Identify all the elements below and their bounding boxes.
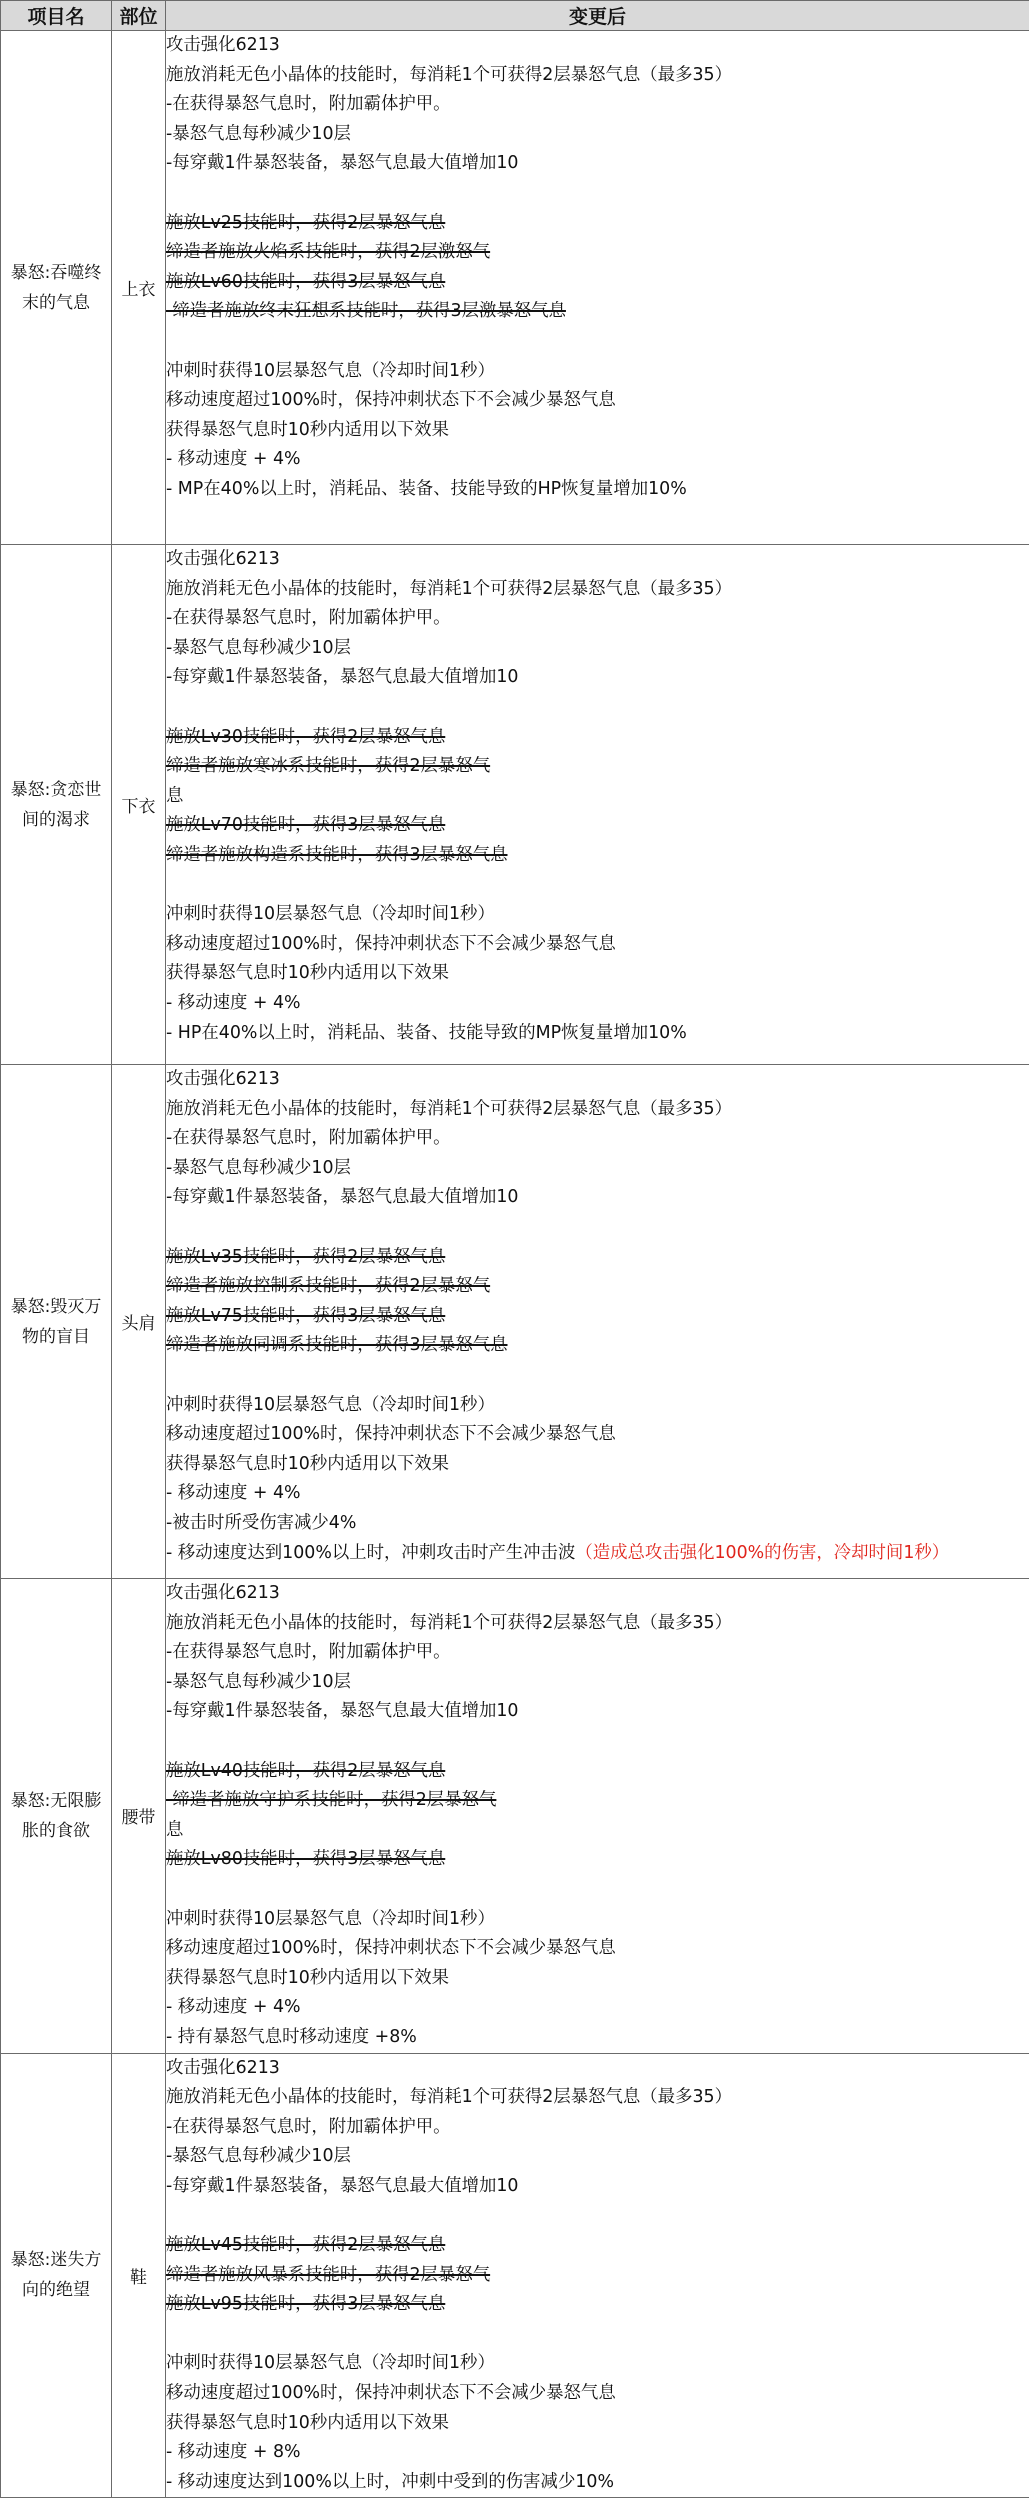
change-description <box>166 2053 1029 2498</box>
effect-line <box>166 2468 1029 2498</box>
item-name <box>1 1065 112 1579</box>
effect-text: -每穿戴1件暴怒装备，暴怒气息最大值增加10 <box>166 2176 519 2196</box>
effect-line <box>166 475 1029 505</box>
effect-line <box>166 1539 1029 1569</box>
removed-effect-line <box>166 811 1029 841</box>
effect-text: 冲刺时获得10层暴怒气息（冷却时间1秒） <box>166 2353 495 2373</box>
effect-line <box>166 2113 1029 2143</box>
effect-line <box>166 1479 1029 1509</box>
effect-text: 缔造者施放同调系技能时，获得3层暴怒气息 <box>166 1335 508 1355</box>
blank-line <box>166 2201 1029 2231</box>
effect-line <box>166 1420 1029 1450</box>
effect-text: 攻击强化6213 <box>166 1583 280 1603</box>
table-row <box>1 1579 1029 2054</box>
blank-line <box>166 1727 1029 1757</box>
effect-line <box>166 959 1029 989</box>
removed-effect-line <box>166 1302 1029 1332</box>
effect-line <box>166 1964 1029 1994</box>
table-row <box>1 2053 1029 2498</box>
effect-line <box>166 634 1029 664</box>
effect-line <box>166 1905 1029 1935</box>
effect-text: 获得暴怒气息时10秒内适用以下效果 <box>166 963 449 983</box>
effect-text: -缔造者施放守护系技能时，获得2层暴怒气 <box>166 1790 496 1810</box>
effect-text: - HP在40%以上时，消耗品、装备、技能导致的MP恢复量增加10% <box>166 1023 687 1043</box>
effect-line <box>166 604 1029 634</box>
change-description <box>166 1579 1029 2054</box>
effect-line <box>166 1095 1029 1125</box>
effect-text: - 移动速度达到100%以上时，冲刺中受到的伤害减少10% <box>166 2472 614 2492</box>
blank-line <box>166 1213 1029 1243</box>
effect-line <box>166 1183 1029 1213</box>
effect-text: - 移动速度达到100%以上时，冲刺攻击时产生冲击波 <box>166 1543 575 1563</box>
effect-line <box>166 1391 1029 1421</box>
removed-effect-line <box>166 2231 1029 2261</box>
item-name <box>1 31 112 545</box>
effect-line <box>166 61 1029 91</box>
effect-line <box>166 90 1029 120</box>
effect-line <box>166 2054 1029 2084</box>
effect-text: -暴怒气息每秒减少10层 <box>166 124 351 144</box>
removed-effect-line <box>166 1786 1029 1816</box>
blank-line <box>166 1361 1029 1391</box>
table-row <box>1 31 1029 545</box>
removed-effect-line <box>166 1845 1029 1875</box>
item-name-line: 暴怒:无限膨 <box>1 1786 111 1816</box>
effect-text: 施放Lv45技能时，获得2层暴怒气息 <box>166 2235 445 2255</box>
effect-text: 冲刺时获得10层暴怒气息（冷却时间1秒） <box>166 361 495 381</box>
effect-text: 施放Lv35技能时，获得2层暴怒气息 <box>166 1247 445 1267</box>
effect-text: 施放Lv95技能时，获得3层暴怒气息 <box>166 2294 445 2314</box>
item-name-line: 暴怒:毁灭万 <box>1 1292 111 1322</box>
removed-effect-line <box>166 752 1029 782</box>
effect-text: -每穿戴1件暴怒装备，暴怒气息最大值增加10 <box>166 1187 519 1207</box>
effect-line <box>166 445 1029 475</box>
effect-text: 息 <box>166 786 183 806</box>
effect-text: -在获得暴怒气息时，附加霸体护甲。 <box>166 1642 451 1662</box>
effect-line <box>166 2142 1029 2172</box>
effect-line <box>166 2083 1029 2113</box>
item-name-line: 向的绝望 <box>1 2275 111 2305</box>
effect-line <box>166 1579 1029 1609</box>
effect-text: 获得暴怒气息时10秒内适用以下效果 <box>166 2413 449 2433</box>
effect-text: - 移动速度 + 4% <box>166 449 301 469</box>
item-name <box>1 2053 112 2498</box>
effect-text: 息 <box>166 1820 183 1840</box>
effect-text: 施放消耗无色小晶体的技能时，每消耗1个可获得2层暴怒气息（最多35） <box>166 579 732 599</box>
effect-line <box>166 416 1029 446</box>
effect-text: 施放消耗无色小晶体的技能时，每消耗1个可获得2层暴怒气息（最多35） <box>166 1613 732 1633</box>
effect-line <box>166 782 1029 812</box>
effect-line <box>166 663 1029 693</box>
effect-line <box>166 31 1029 61</box>
effect-line <box>166 900 1029 930</box>
item-name <box>1 545 112 1065</box>
item-name-line: 暴怒:迷失方 <box>1 2245 111 2275</box>
effect-text: -缔造者施放终末狂想系技能时，获得3层激暴怒气息 <box>166 301 566 321</box>
effect-text: 缔造者施放火焰系技能时，获得2层激怒气 <box>166 242 490 262</box>
effect-line <box>166 1124 1029 1154</box>
removed-effect-line <box>166 2261 1029 2291</box>
effect-line <box>166 149 1029 179</box>
blank-line <box>166 179 1029 209</box>
removed-effect-line <box>166 2290 1029 2320</box>
removed-effect-line <box>166 268 1029 298</box>
table-body <box>1 31 1029 2498</box>
effect-line <box>166 2438 1029 2468</box>
removed-effect-line <box>166 209 1029 239</box>
item-slot: 上衣 <box>112 31 166 545</box>
effect-line <box>166 357 1029 387</box>
effect-line <box>166 2172 1029 2202</box>
effect-line <box>166 930 1029 960</box>
item-name-line: 暴怒:吞噬终 <box>1 258 111 288</box>
effect-text: 移动速度超过100%时，保持冲刺状态下不会减少暴怒气息 <box>166 2383 616 2403</box>
item-name-line: 物的盲目 <box>1 1322 111 1352</box>
effect-line <box>166 2023 1029 2053</box>
removed-effect-line <box>166 297 1029 327</box>
change-description <box>166 545 1029 1065</box>
effect-text: 缔造者施放寒冰系技能时，获得2层暴怒气 <box>166 756 490 776</box>
effect-text: 移动速度超过100%时，保持冲刺状态下不会减少暴怒气息 <box>166 1938 616 1958</box>
effect-text: 施放Lv75技能时，获得3层暴怒气息 <box>166 1306 445 1326</box>
effect-text: -每穿戴1件暴怒装备，暴怒气息最大值增加10 <box>166 667 519 687</box>
effect-text: -在获得暴怒气息时，附加霸体护甲。 <box>166 2117 451 2137</box>
effect-text: -在获得暴怒气息时，附加霸体护甲。 <box>166 608 451 628</box>
effect-text: 移动速度超过100%时，保持冲刺状态下不会减少暴怒气息 <box>166 1424 616 1444</box>
removed-effect-line <box>166 1243 1029 1273</box>
effect-text: 攻击强化6213 <box>166 549 280 569</box>
blank-line <box>166 693 1029 723</box>
highlight-note: （造成总攻击强化100%的伤害，冷却时间1秒） <box>575 1543 949 1563</box>
header-change-after: 变更后 <box>166 1 1029 31</box>
effect-line <box>166 1450 1029 1480</box>
effect-line <box>166 545 1029 575</box>
effect-text: 冲刺时获得10层暴怒气息（冷却时间1秒） <box>166 904 495 924</box>
effect-text: -每穿戴1件暴怒装备，暴怒气息最大值增加10 <box>166 153 519 173</box>
effect-text: - 移动速度 + 4% <box>166 1997 301 2017</box>
effect-text: 施放Lv25技能时，获得2层暴怒气息 <box>166 213 445 233</box>
item-slot: 头肩 <box>112 1065 166 1579</box>
effect-text: - 移动速度 + 4% <box>166 1483 301 1503</box>
item-name-line: 末的气息 <box>1 288 111 318</box>
effect-text: 攻击强化6213 <box>166 1069 280 1089</box>
effect-line <box>166 1019 1029 1049</box>
effect-line <box>166 575 1029 605</box>
removed-effect-line <box>166 1757 1029 1787</box>
effect-text: 冲刺时获得10层暴怒气息（冷却时间1秒） <box>166 1395 495 1415</box>
effect-text: 施放Lv70技能时，获得3层暴怒气息 <box>166 815 445 835</box>
effect-text: -暴怒气息每秒减少10层 <box>166 2146 351 2166</box>
effect-text: - 移动速度 + 4% <box>166 993 301 1013</box>
effect-line <box>166 2409 1029 2439</box>
effect-text: 缔造者施放控制系技能时，获得2层暴怒气 <box>166 1276 490 1296</box>
effect-text: 攻击强化6213 <box>166 35 280 55</box>
effect-text: 缔造者施放构造系技能时，获得3层暴怒气息 <box>166 845 508 865</box>
effect-line <box>166 989 1029 1019</box>
effect-text: 获得暴怒气息时10秒内适用以下效果 <box>166 1968 449 1988</box>
effect-text: 获得暴怒气息时10秒内适用以下效果 <box>166 420 449 440</box>
effect-line <box>166 1065 1029 1095</box>
header-row <box>1 1 1029 31</box>
item-slot: 下衣 <box>112 545 166 1065</box>
blank-line <box>166 2320 1029 2350</box>
effect-line <box>166 2349 1029 2379</box>
effect-text: - MP在40%以上时，消耗品、装备、技能导致的HP恢复量增加10% <box>166 479 687 499</box>
effect-line <box>166 1934 1029 1964</box>
item-slot: 鞋 <box>112 2053 166 2498</box>
effect-text: -被击时所受伤害减少4% <box>166 1513 356 1533</box>
effect-line <box>166 386 1029 416</box>
effect-text: -暴怒气息每秒减少10层 <box>166 1158 351 1178</box>
effect-text: 攻击强化6213 <box>166 2058 280 2078</box>
effect-text: -在获得暴怒气息时，附加霸体护甲。 <box>166 1128 451 1148</box>
effect-text: 获得暴怒气息时10秒内适用以下效果 <box>166 1454 449 1474</box>
effect-line <box>166 120 1029 150</box>
effect-line <box>166 1154 1029 1184</box>
effect-text: 施放Lv60技能时，获得3层暴怒气息 <box>166 272 445 292</box>
effect-line <box>166 2379 1029 2409</box>
effect-line <box>166 1993 1029 2023</box>
effect-text: 施放Lv30技能时，获得2层暴怒气息 <box>166 727 445 747</box>
change-description <box>166 31 1029 545</box>
effect-line <box>166 1668 1029 1698</box>
removed-effect-line <box>166 1272 1029 1302</box>
item-name-line: 胀的食欲 <box>1 1816 111 1846</box>
item-name-line: 暴怒:贪恋世 <box>1 775 111 805</box>
effect-text: 冲刺时获得10层暴怒气息（冷却时间1秒） <box>166 1909 495 1929</box>
effect-text: 施放消耗无色小晶体的技能时，每消耗1个可获得2层暴怒气息（最多35） <box>166 2087 732 2107</box>
effect-line <box>166 1609 1029 1639</box>
blank-line <box>166 1875 1029 1905</box>
removed-effect-line <box>166 238 1029 268</box>
item-name-line: 间的渴求 <box>1 805 111 835</box>
effect-text: 施放消耗无色小晶体的技能时，每消耗1个可获得2层暴怒气息（最多35） <box>166 1099 732 1119</box>
effect-text: 移动速度超过100%时，保持冲刺状态下不会减少暴怒气息 <box>166 390 616 410</box>
effect-text: 缔造者施放风暴系技能时，获得2层暴怒气 <box>166 2265 490 2285</box>
effect-line <box>166 1697 1029 1727</box>
effect-line <box>166 1638 1029 1668</box>
effect-text: 施放Lv40技能时，获得2层暴怒气息 <box>166 1761 445 1781</box>
removed-effect-line <box>166 723 1029 753</box>
blank-line <box>166 871 1029 901</box>
removed-effect-line <box>166 1331 1029 1361</box>
blank-line <box>166 327 1029 357</box>
effect-text: - 持有暴怒气息时移动速度 +8% <box>166 2027 417 2047</box>
effect-text: -暴怒气息每秒减少10层 <box>166 1672 351 1692</box>
effect-text: 施放消耗无色小晶体的技能时，每消耗1个可获得2层暴怒气息（最多35） <box>166 65 732 85</box>
effect-text: -在获得暴怒气息时，附加霸体护甲。 <box>166 94 451 114</box>
effect-line <box>166 1509 1029 1539</box>
effect-text: -暴怒气息每秒减少10层 <box>166 638 351 658</box>
effect-text: 施放Lv80技能时，获得3层暴怒气息 <box>166 1849 445 1869</box>
table-row <box>1 545 1029 1065</box>
effect-text: - 移动速度 + 8% <box>166 2442 301 2462</box>
table-row <box>1 1065 1029 1579</box>
removed-effect-line <box>166 841 1029 871</box>
effect-line <box>166 1816 1029 1846</box>
item-slot: 腰带 <box>112 1579 166 2054</box>
header-item-name: 项目名 <box>1 1 112 31</box>
header-slot: 部位 <box>112 1 166 31</box>
change-description <box>166 1065 1029 1579</box>
item-name <box>1 1579 112 2054</box>
effect-text: -每穿戴1件暴怒装备，暴怒气息最大值增加10 <box>166 1701 519 1721</box>
effect-text: 移动速度超过100%时，保持冲刺状态下不会减少暴怒气息 <box>166 934 616 954</box>
